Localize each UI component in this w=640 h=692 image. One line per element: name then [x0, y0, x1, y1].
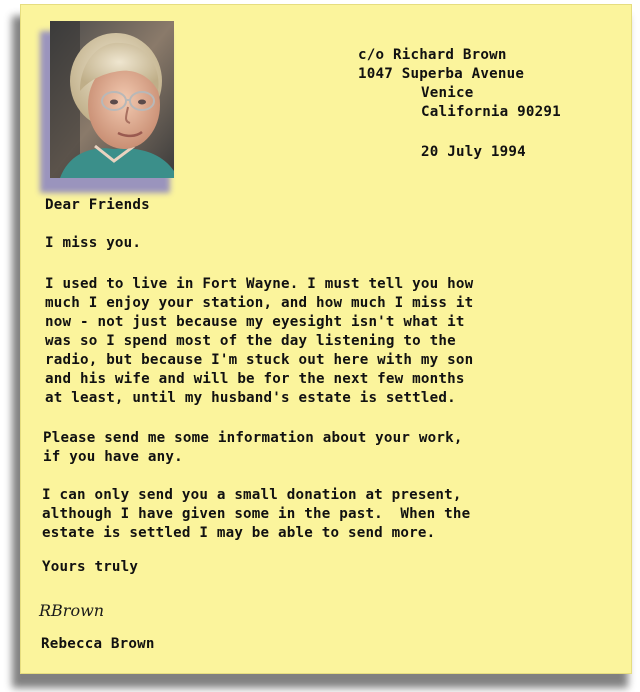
paragraph-2-line: and his wife and will be for the next few months	[45, 371, 465, 387]
paragraph-4-line: estate is settled I may be able to send more.	[42, 525, 436, 541]
address-line-3: Venice	[421, 85, 474, 101]
paragraph-2-line: much I enjoy your station, and how much I miss it	[45, 295, 474, 311]
paragraph-2-line: now - not just because my eyesight isn't what it	[45, 314, 465, 330]
paragraph-4-line: although I have given some in the past. When the	[42, 506, 471, 522]
paragraph-2-line: was so I spend most of the day listening to the	[45, 333, 456, 349]
address-line-4: California 90291	[421, 104, 561, 120]
closing: Yours truly	[42, 559, 139, 575]
paragraph-3-line: Please send me some information about your work,	[43, 430, 463, 446]
paragraph-3-line: if you have any.	[43, 449, 183, 465]
letter-date: 20 July 1994	[421, 144, 526, 160]
address-line-1: c/o Richard Brown	[358, 47, 507, 63]
paragraph-1-line-1: I miss you.	[45, 235, 142, 251]
handwritten-signature: RBrown	[39, 601, 105, 620]
portrait-image	[50, 21, 174, 178]
signature-name: Rebecca Brown	[41, 636, 155, 652]
paragraph-2-line: at least, until my husband's estate is settled.	[45, 390, 456, 406]
address-line-2: 1047 Superba Avenue	[358, 66, 525, 82]
paragraph-4-line: I can only send you a small donation at present,	[42, 487, 462, 503]
paragraph-2-line: radio, but because I'm stuck out here with my son	[45, 352, 474, 368]
salutation: Dear Friends	[45, 197, 150, 213]
paragraph-2-line: I used to live in Fort Wayne. I must tell you how	[45, 276, 474, 292]
portrait-photo	[50, 21, 174, 178]
letter-paper	[20, 4, 632, 674]
